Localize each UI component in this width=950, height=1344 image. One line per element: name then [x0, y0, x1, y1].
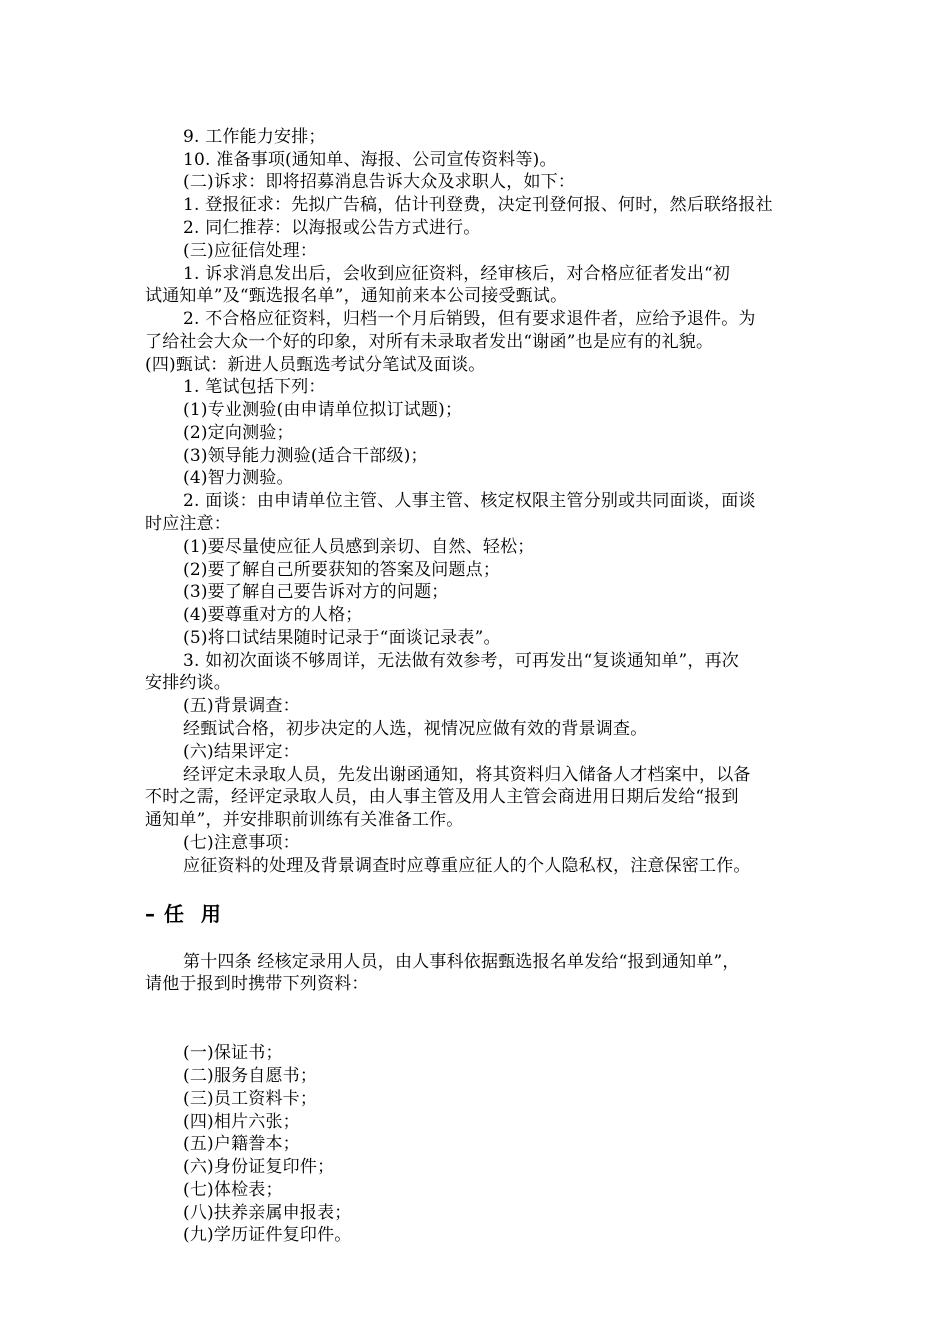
text-line: (1)要尽量使应征人员感到亲切、自然、轻松；: [183, 537, 535, 557]
text-line: 安排约谈。: [145, 673, 231, 693]
text-line: (五)背景调查：: [183, 696, 300, 716]
text-line: (2)要了解自己所要获知的答案及问题点；: [183, 560, 501, 580]
text-line: (七)注意事项：: [183, 833, 300, 853]
text-line: (2)定向测验；: [183, 423, 294, 443]
text-line: 1. 登报征求：先拟广告稿，估计刊登费，决定刊登何报、何时，然后联络报社: [183, 195, 773, 215]
text-line: (3)领导能力测验(适合干部级)；: [183, 446, 428, 466]
text-line: 2. 面谈：由申请单位主管、人事主管、核定权限主管分别或共同面谈，面谈: [183, 491, 756, 511]
list-item: (九)学历证件复印件。: [183, 1225, 352, 1245]
text-line: 3. 如初次面谈不够周详，无法做有效参考，可再发出“复谈通知单”，再次: [183, 651, 740, 671]
text-line: (四)甄试：新进人员甄选考试分笔试及面谈。: [145, 355, 486, 375]
text-line: 不时之需，经评定录取人员，由人事主管及用人主管会商进用日期后发给“报到: [145, 787, 739, 807]
text-line: 通知单”，并安排职前训练有关准备工作。: [145, 810, 464, 830]
list-item: (八)扶养亲属申报表；: [183, 1203, 352, 1223]
text-line: (4)要尊重对方的人格；: [183, 605, 363, 625]
list-item: (四)相片六张；: [183, 1112, 300, 1132]
text-line: 试通知单”及“甄选报名单”，通知前来本公司接受甄试。: [145, 286, 568, 306]
text-line: (三)应征信处理：: [183, 241, 318, 261]
list-item: (六)身份证复印件；: [183, 1157, 335, 1177]
text-line: 了给社会大众一个好的印象，对所有未录取者发出“谢函”也是应有的礼貌。: [145, 332, 714, 352]
text-line: (六)结果评定：: [183, 742, 300, 762]
section-heading: – 任 用: [145, 902, 222, 926]
text-line: 应征资料的处理及背景调查时应尊重应征人的个人隐私权，注意保密工作。: [183, 856, 751, 876]
list-item: (七)体检表；: [183, 1180, 283, 1200]
list-item: (五)户籍誊本；: [183, 1134, 300, 1154]
text-line: 2. 同仁推荐：以海报或公告方式进行。: [183, 218, 481, 238]
text-line: 1. 笔试包括下列：: [183, 377, 326, 397]
article-line: 第十四条 经核定录用人员，由人事科依据甄选报名单发给“报到通知单”，: [183, 952, 740, 972]
text-line: (3)要了解自己要告诉对方的问题；: [183, 582, 449, 602]
text-line: 经评定未录取人员，先发出谢函通知，将其资料归入储备人才档案中，以备: [183, 765, 751, 785]
list-item: (三)员工资料卡；: [183, 1089, 318, 1109]
text-line: (二)诉求：即将招募消息告诉大众及求职人，如下：: [183, 172, 576, 192]
text-line: 9. 工作能力安排；: [183, 127, 326, 147]
text-line: 1. 诉求消息发出后，会收到应征资料，经审核后，对合格应征者发出“初: [183, 264, 731, 284]
text-line: 10. 准备事项(通知单、海报、公司宣传资料等)。: [183, 150, 557, 170]
list-item: (二)服务自愿书；: [183, 1066, 318, 1086]
article-line: 请他于报到时携带下列资料：: [145, 974, 369, 994]
text-line: 2. 不合格应征资料，归档一个月后销毁，但有要求退件者，应给予退件。为: [183, 309, 756, 329]
text-line: 时应注意：: [145, 514, 231, 534]
text-line: 经甄试合格，初步决定的人选，视情况应做有效的背景调查。: [183, 719, 648, 739]
text-line: (5)将口试结果随时记录于“面谈记录表”。: [183, 628, 501, 648]
list-item: (一)保证书；: [183, 1043, 283, 1063]
text-line: (1)专业测验(由申请单位拟订试题)；: [183, 400, 463, 420]
text-line: (4)智力测验。: [183, 468, 294, 488]
